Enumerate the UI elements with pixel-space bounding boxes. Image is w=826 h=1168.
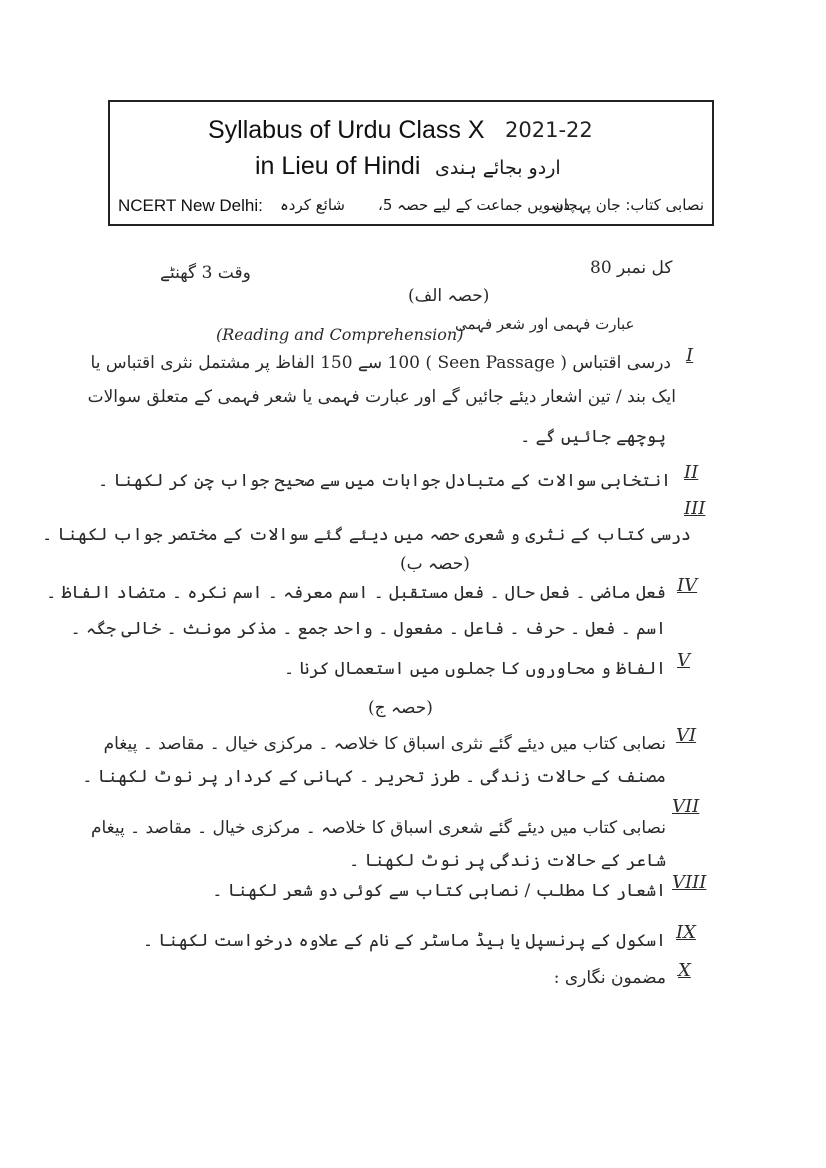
- item-numeral: V: [677, 650, 690, 671]
- subtitle-english: in Lieu of Hindi: [255, 152, 421, 180]
- item-line: اشعار کا مطلب / نصابی کتاب سے کوئی دو شعر لکھنا ۔: [212, 881, 666, 901]
- section-a-subheading-urdu: عبارت فہمی اور شعر فہمی: [455, 315, 635, 333]
- academic-year: 2021-22: [505, 118, 593, 142]
- class-info: دسویں جماعت کے لیے حصہ 5،: [378, 196, 570, 214]
- item-line: درسی اقتباس ( Seen Passage ) 100 سے 150 الفاظ پر مشتمل نثری اقتباس یا: [90, 353, 671, 373]
- document-title: Syllabus of Urdu Class X: [208, 116, 485, 144]
- item-line: درسی کتاب کے نثری و شعری حصہ میں دیئے گئے سوالات کے مختصر جواب لکھنا ۔: [42, 525, 691, 545]
- item-numeral: IX: [676, 922, 696, 943]
- item-numeral: III: [684, 498, 706, 519]
- subtitle-urdu: اردو بجائے ہندی: [435, 157, 561, 179]
- item-line: مضمون نگاری :: [553, 968, 666, 988]
- item-line: الفاظ و محاوروں کا جملوں میں استعمال کرنا ۔: [284, 659, 666, 679]
- section-a-subheading-english: (Reading and Comprehension): [216, 325, 464, 344]
- publisher-urdu: شائع کردہ: [280, 196, 345, 214]
- section-c-heading: (حصہ ج): [368, 698, 433, 718]
- item-line: نصابی کتاب میں دیئے گئے نثری اسباق کا خلاصہ ۔ مرکزی خیال ۔ مقاصد ۔ پیغام: [103, 734, 666, 754]
- item-line: اسم ۔ فعل ۔ حرف ۔ فاعل ۔ مفعول ۔ واحد جمع ۔ مذکر مونث ۔ خالی جگہ ۔: [70, 619, 666, 639]
- item-line: اسکول کے پرنسپل یا ہیڈ ماسٹر کے نام کے علاوہ درخواست لکھنا ۔: [142, 931, 666, 951]
- item-line: شاعر کے حالات زندگی پر نوٹ لکھنا ۔: [349, 851, 666, 871]
- item-numeral: X: [678, 960, 691, 981]
- textbook-label: نصابی کتاب: جان پہچان: [552, 196, 704, 214]
- total-marks: کل نمبر 80: [590, 258, 673, 278]
- header-box: [108, 100, 714, 226]
- exam-time: وقت 3 گھنٹے: [160, 263, 251, 283]
- item-line: نصابی کتاب میں دیئے گئے شعری اسباق کا خلاصہ ۔ مرکزی خیال ۔ مقاصد ۔ پیغام: [90, 818, 666, 838]
- item-numeral: VII: [672, 796, 700, 817]
- item-numeral: VIII: [672, 872, 707, 893]
- section-b-heading: (حصہ ب): [400, 554, 470, 574]
- item-line: فعل ماضی ۔ فعل حال ۔ فعل مستقبل ۔ اسم معرفہ ۔ اسم نکرہ ۔ متضاد الفاظ ۔: [46, 583, 666, 603]
- item-line: مصنف کے حالات زندگی ۔ طرز تحریر ۔ کہانی کے کردار پر نوٹ لکھنا ۔: [82, 767, 666, 787]
- publisher-english: NCERT New Delhi:: [118, 196, 263, 215]
- section-a-heading: (حصہ الف): [408, 286, 490, 306]
- item-numeral: II: [684, 462, 699, 483]
- item-numeral: I: [686, 345, 694, 366]
- header-info-row: [110, 194, 712, 222]
- item-line: پوچھے جائیں گے ۔: [520, 427, 666, 447]
- item-numeral: IV: [677, 575, 698, 596]
- item-line: ایک بند / تین اشعار دیئے جائیں گے اور عبارت فہمی یا شعر فہمی کے متعلق سوالات: [87, 387, 676, 407]
- item-numeral: VI: [676, 725, 697, 746]
- item-line: انتخابی سوالات کے متبادل جوابات میں سے صحیح جواب چن کر لکھنا ۔: [98, 471, 671, 491]
